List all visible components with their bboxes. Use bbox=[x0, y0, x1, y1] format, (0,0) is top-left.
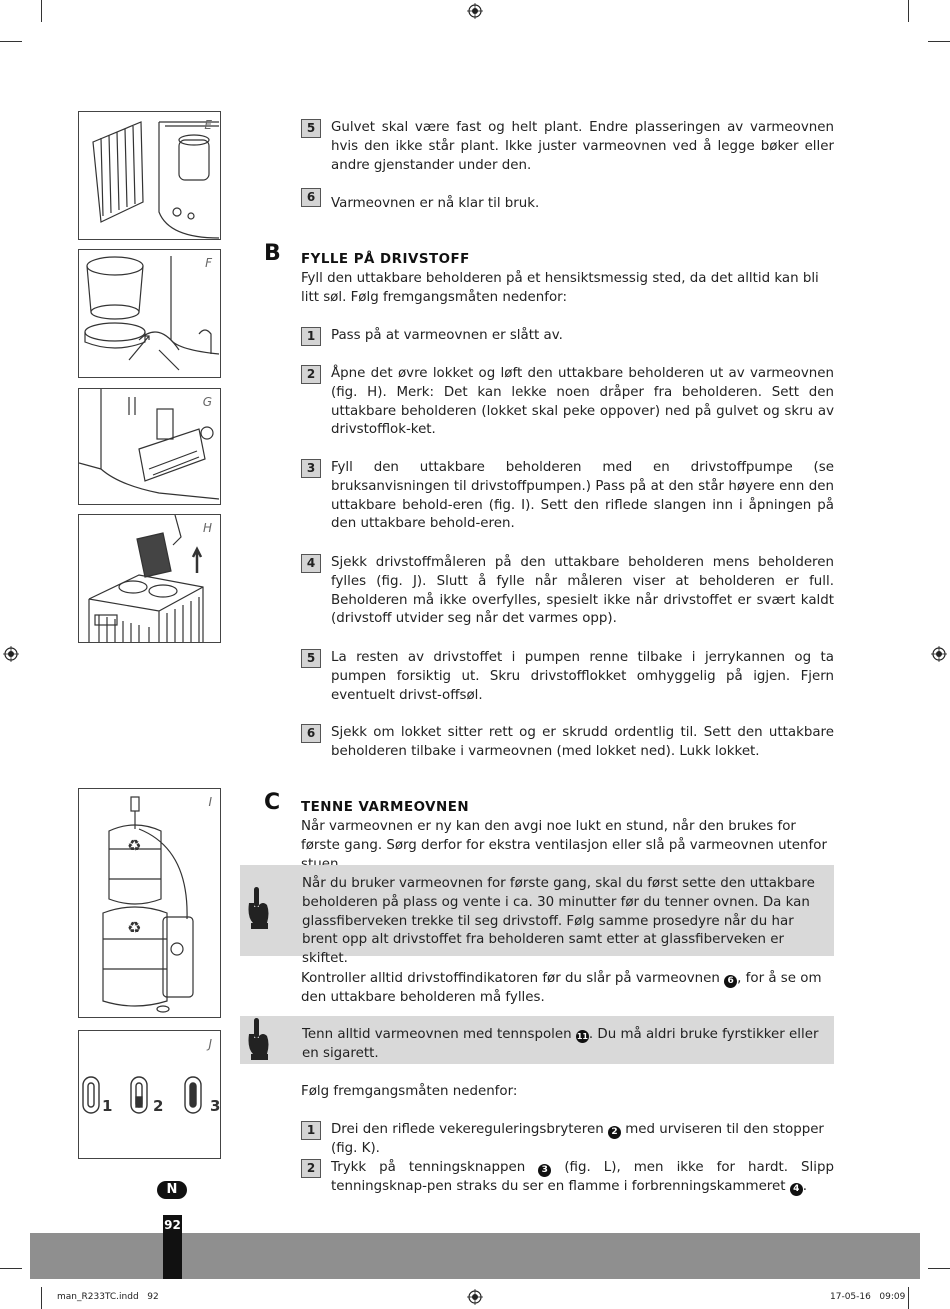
step-item bbox=[301, 459, 834, 537]
file-info: man_R233TC.indd 92 bbox=[57, 1292, 159, 1302]
step-number: 6 bbox=[301, 724, 321, 743]
figure-label: I bbox=[208, 795, 212, 809]
fuel-pump-illustration bbox=[79, 789, 220, 1017]
step-text: Sjekk drivstoffmåleren på den uttakbare beholderen mens beholderen fylles (fig. J). Slutt å fylle når måleren viser at beholderen er full. Beholderen må ikke overfylles, spesielt ikke når drivstoffet er svært kaldt (drivstoff utvider seg når det varmes opp). bbox=[331, 555, 834, 627]
print-date: 17-05-16 09:09 bbox=[830, 1292, 906, 1302]
section-letter: B bbox=[264, 241, 281, 266]
step-text: La resten av drivstoffet i pumpen renne tilbake i jerrykannen og ta pumpen forsiktig ut. Skru drivstofflokket omhyggelig på igjen. Fjern eventuelt drivst-offsøl. bbox=[331, 650, 834, 703]
step-text bbox=[331, 1121, 834, 1159]
step-text: Gulvet skal være fast og helt plant. Endre plasseringen av varmeovnen hvis den ikke står plant. Ikke juster varmeovnen ved å legge bøker eller andre gjenstander under den. bbox=[331, 120, 834, 173]
registration-mark-icon bbox=[3, 646, 19, 662]
gauge-label: 3 bbox=[210, 1097, 221, 1115]
crop-mark bbox=[908, 1287, 909, 1309]
step-text-part: (fig. L), men ikke for hardt. Slipp tenningsknap-pen straks du ser en flamme i forbrenningskammeret bbox=[331, 1160, 834, 1194]
figure-j bbox=[78, 1030, 221, 1159]
step-item bbox=[301, 554, 834, 632]
crop-mark bbox=[908, 0, 909, 22]
heater-grille-illustration bbox=[79, 112, 220, 239]
svg-text:♻: ♻ bbox=[127, 836, 142, 855]
step-number: 1 bbox=[301, 1121, 321, 1140]
step-number: 2 bbox=[301, 1159, 321, 1178]
registration-mark-icon bbox=[467, 3, 483, 19]
figure-label: H bbox=[202, 521, 212, 535]
gauge-label: 1 bbox=[102, 1097, 113, 1115]
step-item bbox=[301, 1159, 834, 1199]
section-intro: Fyll den uttakbare beholderen på et hensiktsmessig sted, da det alltid kan bli litt søl. Følg fremgangsmåten nedenfor: bbox=[301, 271, 819, 305]
paragraph bbox=[301, 970, 834, 1008]
figure-h bbox=[78, 514, 221, 643]
section-letter: C bbox=[264, 790, 281, 815]
svg-text:♻: ♻ bbox=[127, 918, 142, 937]
step-text-part: med urviseren til den stopper (fig. K). bbox=[331, 1122, 824, 1156]
step-number: 4 bbox=[301, 554, 321, 573]
registration-mark-icon bbox=[931, 646, 947, 662]
crop-mark bbox=[41, 1287, 42, 1309]
fuel-cap-illustration bbox=[79, 250, 220, 377]
step-text-part: Drei den riflede vekereguleringsbryteren bbox=[331, 1122, 608, 1137]
crop-mark bbox=[928, 1268, 950, 1269]
note-box bbox=[240, 865, 834, 967]
step-text: Varmeovnen er nå klar til bruk. bbox=[331, 196, 540, 211]
note-text-part: Tenn alltid varmeovnen med tennspolen bbox=[302, 1027, 576, 1042]
step-text: Fyll den uttakbare beholderen med en drivstoffpumpe (se bruksanvisningen til drivstoffpumpen.) Pass på at den står høyere enn den uttakbare behold-eren (fig. I). Sett den riflede slangen inn i åpningen på den uttakbare behold-eren. bbox=[331, 460, 834, 532]
language-badge: N bbox=[157, 1181, 187, 1199]
step-text-part: . bbox=[802, 1178, 808, 1194]
section-intro: Når varmeovnen er ny kan den avgi noe lukt en stund, når den brukes for første gang. Sørg derfor for ekstra ventilasjon eller slå på varmeovnen utenfor bbox=[301, 819, 827, 853]
page-number: 92 bbox=[164, 1218, 181, 1232]
step-text-part: Trykk på tenningsknappen bbox=[331, 1160, 539, 1175]
figure-label: G bbox=[202, 395, 212, 409]
figure-label: E bbox=[204, 118, 212, 132]
figure-f bbox=[78, 249, 221, 378]
crop-mark bbox=[0, 1268, 22, 1269]
pointing-hand-icon bbox=[245, 1018, 271, 1060]
step-item bbox=[301, 188, 834, 211]
reference-number-badge: 4 bbox=[790, 1183, 803, 1196]
step-item bbox=[301, 649, 834, 709]
paragraph: Følg fremgangsmåten nedenfor: bbox=[301, 1084, 518, 1099]
paragraph-text: Kontroller alltid drivstoffindikatoren før du slår på varmeovnen bbox=[301, 971, 725, 986]
figure-label: J bbox=[208, 1037, 212, 1051]
note-box bbox=[240, 1016, 834, 1064]
step-item bbox=[301, 724, 834, 764]
fuel-gauge-illustration bbox=[79, 1031, 220, 1158]
step-number: 6 bbox=[301, 188, 321, 207]
section-title: FYLLE PÅ DRIVSTOFF bbox=[301, 252, 470, 267]
figure-e bbox=[78, 111, 221, 240]
step-item bbox=[301, 365, 834, 443]
step-number: 5 bbox=[301, 119, 321, 138]
reference-number-badge: 6 bbox=[724, 975, 737, 988]
pointing-hand-icon bbox=[245, 887, 271, 929]
reference-number-badge: 3 bbox=[538, 1164, 551, 1177]
note-text: Når du bruker varmeovnen for første gang, skal du først sette den uttakbare beholderen på plass og vente i ca. 30 minutter før du tenner ovnen. Da kan glassfiberveken trekke til seg drivstoff. Følg samme prosedyre når du har brent opp alt drivstoffet fra beholderen samt etter at glassfiberveken er skiftet. bbox=[302, 876, 815, 967]
paragraph-text: , for å se om den uttakbare beholderen må fylles. bbox=[301, 971, 822, 1005]
step-item bbox=[301, 327, 834, 347]
step-item bbox=[301, 119, 834, 179]
remove-tank-illustration bbox=[79, 515, 220, 642]
figure-i bbox=[78, 788, 221, 1018]
step-number: 1 bbox=[301, 327, 321, 346]
heater-bottom-illustration bbox=[79, 389, 220, 504]
note-text-part: . Du må aldri bruke fyrstikker eller en sigarett. bbox=[302, 1027, 819, 1061]
crop-mark bbox=[928, 41, 950, 42]
step-number: 3 bbox=[301, 459, 321, 478]
figure-g bbox=[78, 388, 221, 505]
figure-label: F bbox=[205, 256, 212, 270]
step-number: 5 bbox=[301, 649, 321, 668]
step-item bbox=[301, 1121, 834, 1156]
step-text: Pass på at varmeovnen er slått av. bbox=[331, 328, 563, 343]
reference-number-badge: 11 bbox=[576, 1032, 588, 1041]
step-text bbox=[331, 1159, 834, 1197]
step-number: 2 bbox=[301, 365, 321, 384]
reference-number-badge: 2 bbox=[608, 1126, 621, 1139]
crop-mark bbox=[41, 0, 42, 22]
registration-mark-icon bbox=[467, 1289, 483, 1305]
note-text bbox=[302, 1026, 830, 1064]
step-text: Åpne det øvre lokket og løft den uttakbare beholderen ut av varmeovnen (fig. H). Merk: Det kan lekke noen dråper fra beholderen. Sett den uttakbare beholderen (lokket skal peke oppover) ned på gulvet og skru av drivstofflok-ket. bbox=[331, 366, 834, 438]
gauge-label: 2 bbox=[153, 1097, 164, 1115]
crop-mark bbox=[0, 41, 22, 42]
section-title: TENNE VARMEOVNEN bbox=[301, 800, 470, 815]
step-text: Sjekk om lokket sitter rett og er skrudd ordentlig til. Sett den uttakbare beholderen tilbake i varmeovnen (med lokket ned). Lukk lokket. bbox=[331, 725, 834, 759]
